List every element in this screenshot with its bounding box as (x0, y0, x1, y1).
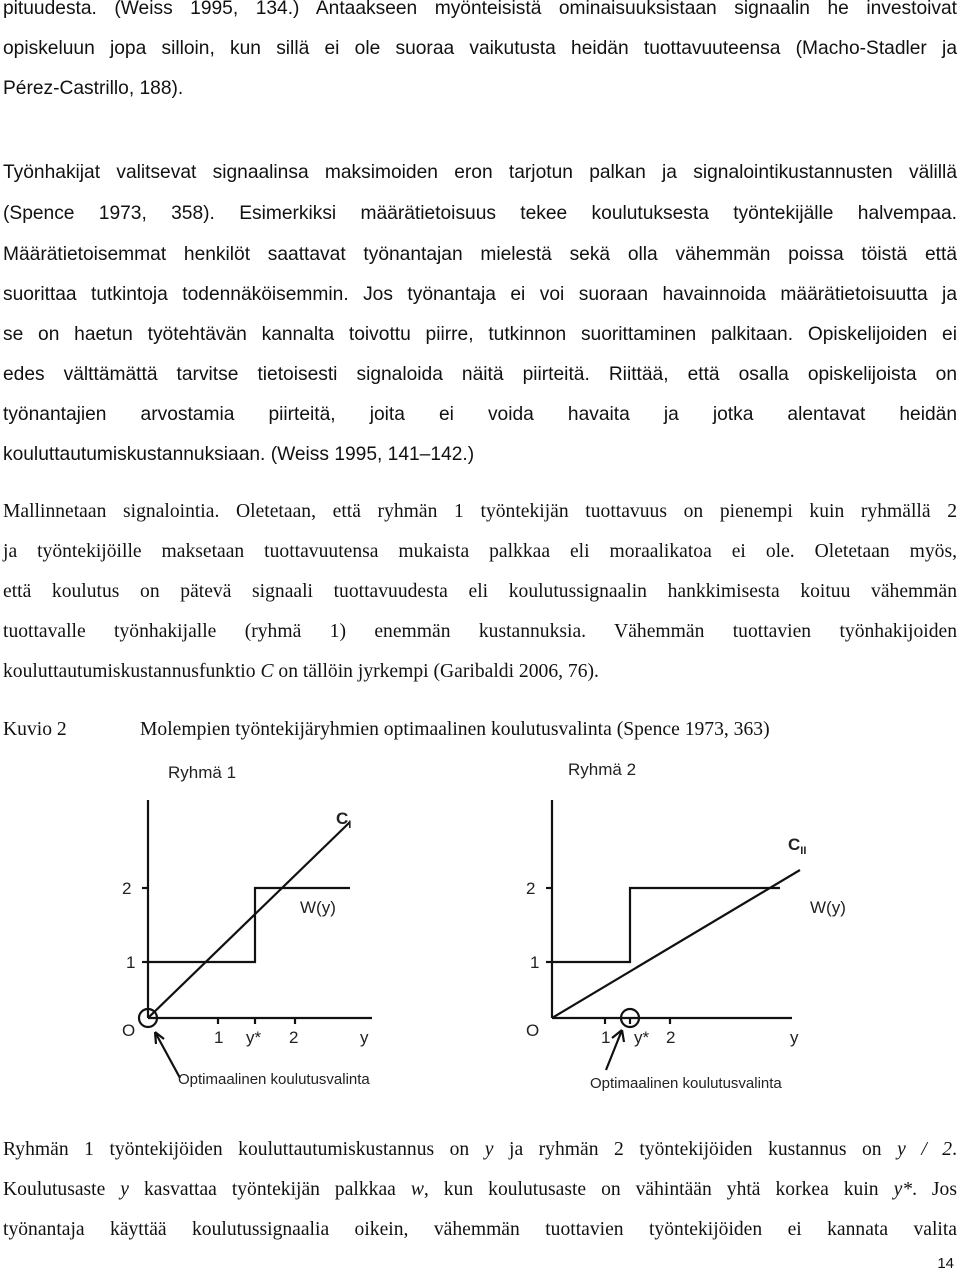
text-line: työnantaja käyttää koulutussignaalia oikein, vähemmän tuottavien työntekijöiden ei kannata valita (3, 1219, 957, 1240)
panel1-annotation: Optimaalinen koulutusvalinta (178, 1071, 370, 1088)
panel1-cost-line (148, 822, 350, 1018)
panel2-x-axis-label: y (790, 1028, 799, 1047)
panel2-annotation: Optimaalinen koulutusvalinta (590, 1075, 782, 1092)
panel1-cost-label: $C_I$ (336, 809, 352, 831)
text-line: Koulutusaste y kasvattaa työntekijän palkkaa w, kun koulutusaste on vähintään yhtä korkea kuin y*. Jos (3, 1179, 957, 1200)
text-line: kouluttautumiskustannusfunktio C on tällöin jyrkempi (Garibaldi 2006, 76). (3, 661, 599, 682)
panel1-x-axis-label: y (360, 1028, 369, 1047)
text-line: se on haetun työtehtävän kannalta toivottu piirre, tutkinnon suorittaminen palkitaan. Opiskelijoiden ei (3, 324, 957, 345)
panel2-cost-line (552, 870, 800, 1018)
panel1-x-tick-ystar: y* (246, 1028, 262, 1047)
panel1-title: Ryhmä 1 (168, 763, 237, 782)
text-line: työnantajien arvostamia piirteitä, joita ei voida havaita ja jotka alentavat heidän (3, 404, 957, 425)
figure-label: Kuvio 2 (3, 719, 67, 740)
text-line: Mallinnetaan signalointia. Oletetaan, että ryhmän 1 työntekijän tuottavuus on pienempi kuin ryhmällä 2 (3, 501, 957, 522)
panel2-y-tick-1: 1 (530, 953, 540, 972)
panel2-y-tick-2: 2 (526, 879, 536, 898)
figure-caption: Molempien työntekijäryhmien optimaalinen koulutusvalinta (Spence 1973, 363) (140, 719, 770, 740)
text-line: kouluttautumiskustannuksiaan. (Weiss 1995, 141–142.) (3, 444, 475, 465)
panel2-x-tick-2: 2 (666, 1028, 676, 1047)
text-line: (Spence 1973, 358). Esimerkiksi määrätietoisuus tekee koulutuksesta työntekijälle halvempaa. (3, 203, 957, 224)
text-line: Työnhakijat valitsevat signaalinsa maksimoiden eron tarjotun palkan ja signalointikustannusten välillä (3, 162, 957, 183)
text-line: opiskeluun jopa silloin, kun sillä ei ole suoraa vaikutusta heidän tuottavuuteensa (Macho-Stadler ja (3, 38, 957, 59)
panel2-x-tick-1: 1 (601, 1028, 611, 1047)
text-line: ja työntekijöille maksetaan tuottavuutensa mukaista palkkaa eli moraalikatoa ei ole. Oletetaan myös, (3, 541, 957, 562)
panel1-origin: O (122, 1021, 136, 1040)
panel1-y-tick-2: 2 (122, 879, 132, 898)
panel2-cost-label: $C_{II}$ (788, 835, 807, 857)
text-line: Ryhmän 1 työntekijöiden kouluttautumiskustannus on y ja ryhmän 2 työntekijöiden kustannus on y / 2. (3, 1139, 958, 1160)
panel1-annotation-arrow (155, 1032, 180, 1078)
panel1-x-tick-1: 1 (214, 1028, 224, 1047)
page-number: 14 (937, 1255, 954, 1272)
panel1-x-tick-2: 2 (289, 1028, 299, 1047)
text-line: että koulutus on pätevä signaali tuottavuudesta eli koulutussignaalin hankkimisesta koituu vähemmän (3, 581, 957, 602)
panel2-x-tick-ystar: y* (634, 1028, 650, 1047)
text-line: Pérez-Castrillo, 188). (3, 78, 184, 99)
text-line: pituudesta. (Weiss 1995, 134.) Antaakseen myönteisistä ominaisuuksistaan signaalin he investoivat (3, 0, 957, 19)
panel1-y-tick-1: 1 (126, 953, 136, 972)
text-line: Määrätietoisemmat henkilöt saattavat työnantajan mielestä sekä olla vähemmän poissa töistä että (3, 244, 957, 265)
text-line: suorittaa tutkintoja todennäköisemmin. Jos työnantaja ei voi suoraan havainnoida määrätietoisuutta ja (3, 284, 957, 305)
panel2-origin: O (526, 1021, 540, 1040)
text-line: tuottavalle työnhakijalle (ryhmä 1) enemmän kustannuksia. Vähemmän tuottavien työnhakijoiden (3, 621, 957, 642)
panel1-wage-label: W(y) (300, 898, 336, 917)
panel2-wage-label: W(y) (810, 898, 846, 917)
text-line: edes välttämättä tarvitse tietoisesti signaloida näitä piirteitä. Riittää, että osalla opiskelijoista on (3, 364, 957, 385)
panel2-title: Ryhmä 2 (568, 760, 637, 779)
